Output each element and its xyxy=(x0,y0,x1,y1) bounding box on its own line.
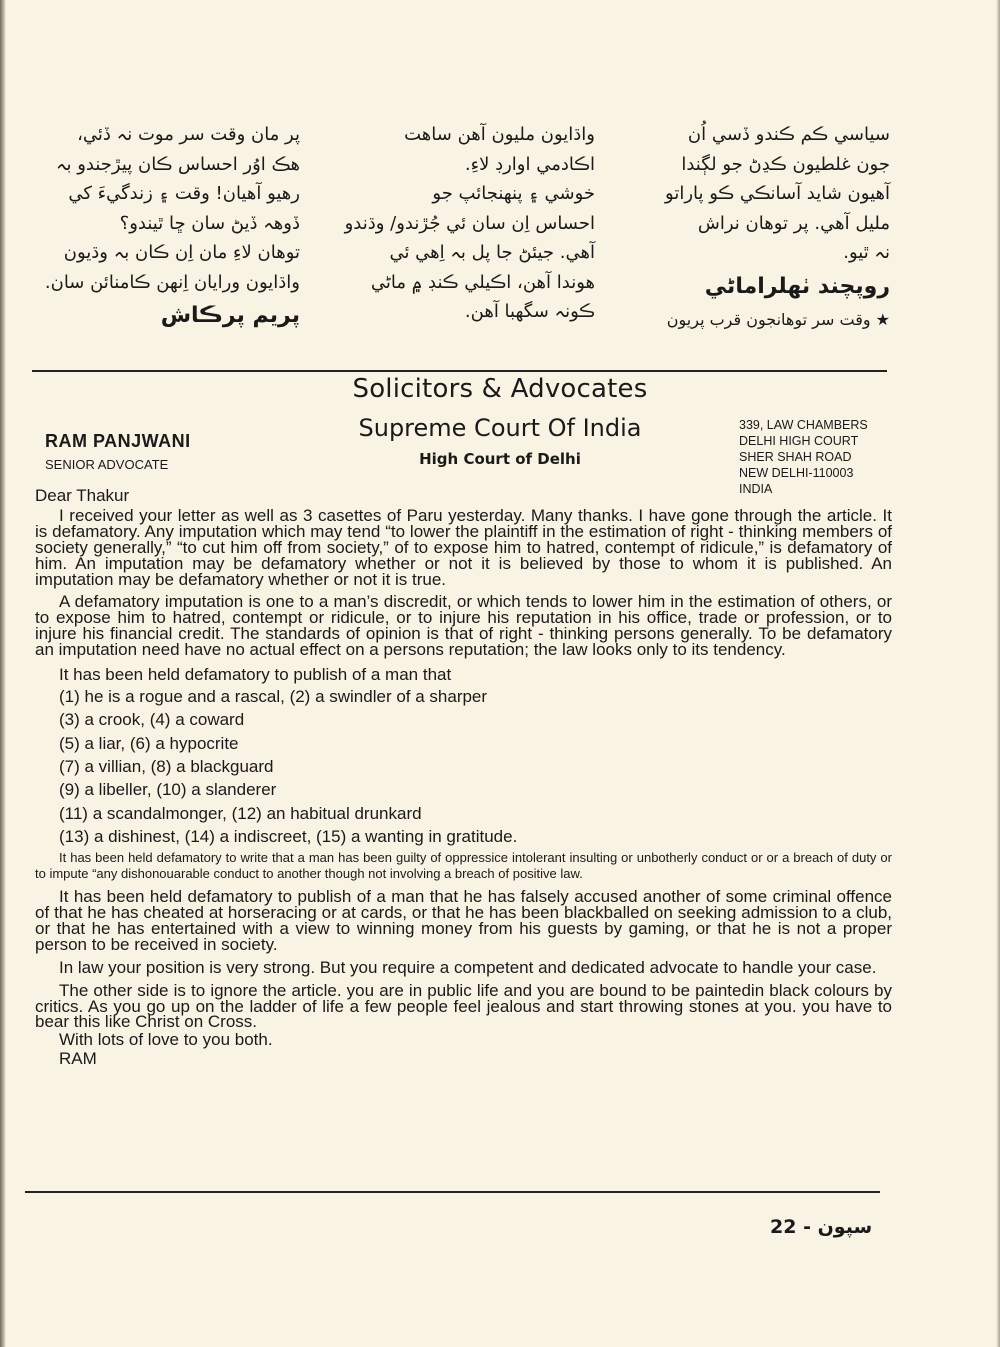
letter-body xyxy=(35,488,892,1068)
poem-line: ڪونہ سگهبا آهن. xyxy=(464,301,595,322)
paragraph: A defamatory imputation is one to a man’s discredit, or which tends to lower him in the estimation of others, or to expose him to hatred, contempt or ridicule, or to injure his reputation in his office, trade or profession, or to injure his financial credit. The standards of opinion is that of right - thinking persons generally. To be defamatory an imputation need have no actual effect on a persons reputation; the law looks only to its tendency. xyxy=(35,592,892,660)
list-item: (13) a dishinest, (14) a indiscreet, (15) a wanting in gratitude. xyxy=(59,826,518,846)
sender-title: SENIOR ADVOCATE xyxy=(45,457,169,472)
poem-middle xyxy=(330,120,595,327)
poem-line: مليل آهي. پر توهان نراش xyxy=(697,212,890,234)
address-block xyxy=(739,417,868,497)
poet-name: پريم پرڪاش xyxy=(160,303,300,328)
list-intro: It has been held defamatory to publish of a man that xyxy=(59,665,452,685)
poem-line: جون غلطيون ڪڍڻ جو لڳندا xyxy=(681,153,890,175)
poem-line: رهيو آهيان! وقت ۽ زندگيءَ کي xyxy=(68,183,300,204)
paragraph: In law your position is very strong. But you require a competent and dedicated advocate to handle your case. xyxy=(59,957,877,977)
page-shadow-right xyxy=(996,0,1000,1347)
address-line: NEW DELHI-110003 xyxy=(739,466,854,480)
list-item: (11) a scandalmonger, (12) an habitual drunkard xyxy=(59,803,422,823)
address-line: 339, LAW CHAMBERS xyxy=(739,418,868,432)
poem-left xyxy=(25,120,300,331)
poem-line: هوندا آهن، اڪيلي ڪنڊ ۾ ماڻي xyxy=(370,271,595,293)
paragraph: It has been held defamatory to publish of a man that he has falsely accused another of some criminal offence of that he has cheated at horseracing or at cards, or that he has been blackballed on seeking admission to a club, or that he has entertained with a view to winning money from his guests by gaming, or that he is not a proper person to be received in society. xyxy=(35,887,892,954)
address-line: DELHI HIGH COURT xyxy=(739,434,859,448)
poem-line: احساس اِن سان ئي جُڙندو/ وڌندو xyxy=(344,212,595,234)
poem-line: توهان لاءِ مان اِن ڪان بہ وڌيون xyxy=(63,242,300,263)
address-line: SHER SHAH ROAD xyxy=(739,450,852,464)
poem-line: ڏوهہ ڏيڻ سان ڇا ٿيندو؟ xyxy=(119,212,300,234)
poem-line: واڌايون ورايان اِنهن ڪامنائن سان. xyxy=(44,271,300,293)
list-item: (3) a crook, (4) a coward xyxy=(59,710,245,730)
address-line: INDIA xyxy=(739,482,773,496)
poem-line: پر مان وقت سر موت نہ ڏئي، xyxy=(77,124,300,145)
list-item: (1) he is a rogue and a rascal, (2) a swindler of a sharper xyxy=(59,687,488,707)
firm-title: Solicitors & Advocates xyxy=(352,374,648,404)
poem-line: نہ ٿيو. xyxy=(843,242,890,263)
page-shadow-left xyxy=(0,0,6,1347)
greeting: Dear Thakur xyxy=(35,486,130,505)
poem-right xyxy=(620,120,890,335)
poem-line: اڪادمي اوارڊ لاءِ. xyxy=(464,153,595,175)
sender-name: RAM PANJWANI xyxy=(45,431,191,451)
paragraph: I received your letter as well as 3 casettes of Paru yesterday. Many thanks. I have gone through the article. It is defamatory. Any imputation which may tend “to lower the plaintiff in the estimation of right - thinking members of society generally,” “to cut him off from society,” of to expose him to hatred, contempt of ridicule,” is defamatory of him. An imputation may be defamatory whether or not it is believed by those to whom it is published. An imputation may be defamatory whether or not it is true. xyxy=(35,505,892,589)
poem-footnote: ★ وقت سر توهانجون قرب پريون xyxy=(666,310,890,329)
signature: RAM xyxy=(59,1049,97,1069)
poet-name: روپچند ٺهلراماڻي xyxy=(704,273,890,299)
poem-line: سياسي ڪم ڪندو ڏسي اُن xyxy=(687,124,890,145)
poem-line: آهي. جيئڻ جا پل بہ اِهي ئي xyxy=(389,242,595,263)
small-note: It has been held defamatory to write that a man has been guilty of oppressice intolerant insulting or unbotherly conduct or or a breach of duty or to impute “any dishonouarable conduct to another though not involving a breach of positive law. xyxy=(35,850,892,882)
poem-line: هڪ اوُر احساس ڪان پيڙجندو بہ xyxy=(55,153,300,175)
divider-bottom xyxy=(25,1191,880,1193)
paragraph: The other side is to ignore the article. you are in public life and you are bound to be paintedin black colours by critics. As you go up on the ladder of life a few people feel jealous and start throwing stones at you. you have to bear this like Christ on Cross. xyxy=(35,980,892,1032)
high-court-name: High Court of Delhi xyxy=(419,450,581,468)
court-name: Supreme Court Of India xyxy=(358,414,642,442)
poem-line: آهيون شايد آسانڪي ڪو پاراتو xyxy=(665,183,890,204)
page-number: سپون - 22 xyxy=(770,1216,873,1238)
list-item: (9) a libeller, (10) a slanderer xyxy=(59,780,277,800)
list-item: (5) a liar, (6) a hypocrite xyxy=(59,733,239,753)
list-item: (7) a villian, (8) a blackguard xyxy=(59,756,274,776)
poem-line: واڌايون مليون آهن ساهت xyxy=(404,124,595,145)
closing: With lots of love to you both. xyxy=(59,1030,273,1050)
divider-top xyxy=(32,370,887,372)
poem-line: خوشي ۽ پنهنجائپ جو xyxy=(432,183,595,204)
